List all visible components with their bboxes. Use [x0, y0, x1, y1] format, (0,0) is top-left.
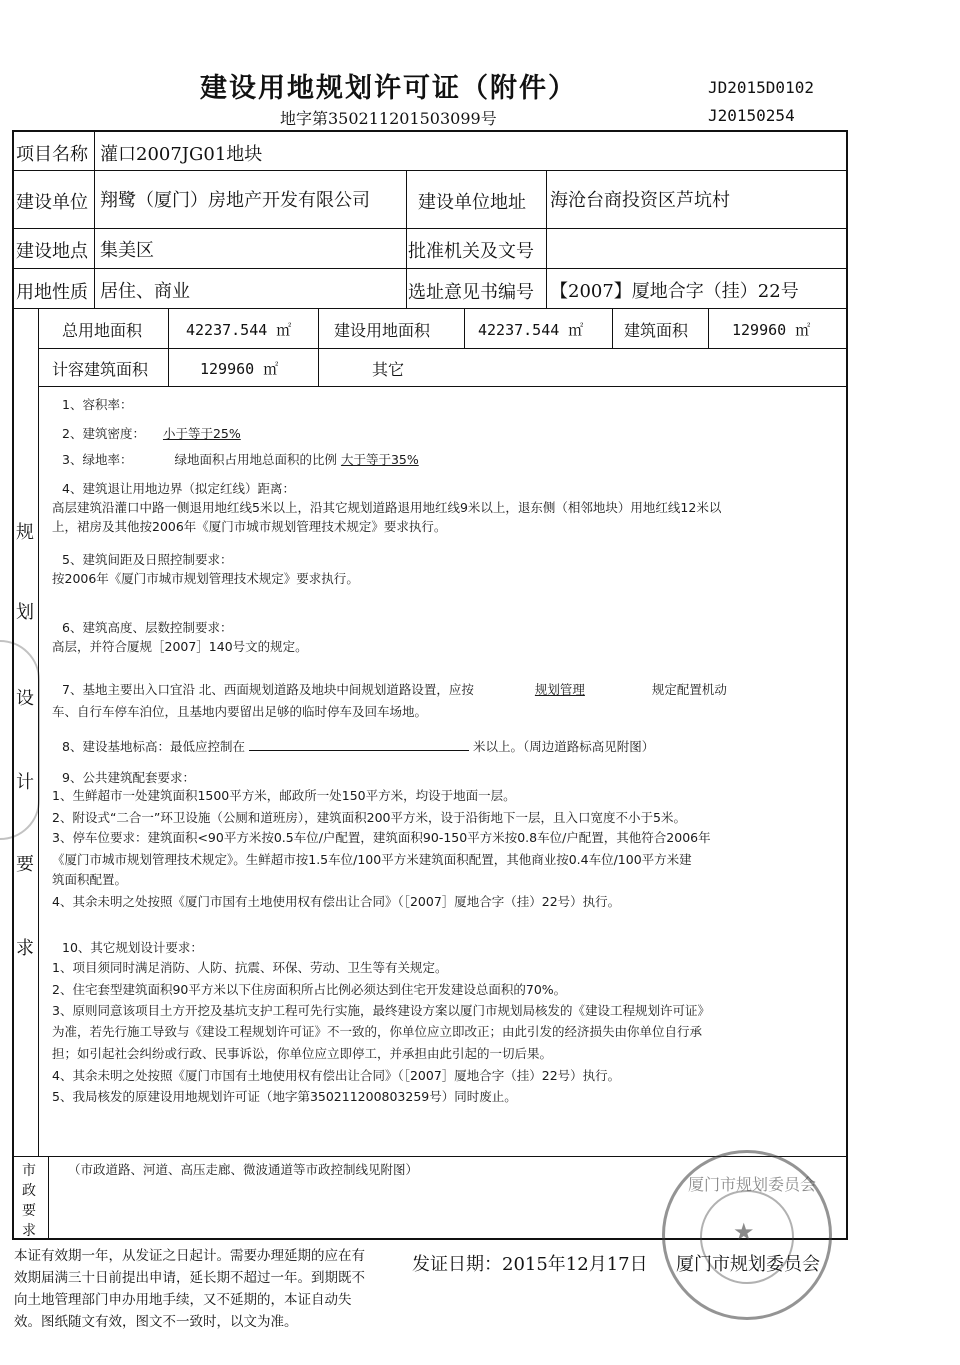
- side-label-char: 求: [16, 938, 34, 959]
- selection-value: 【2007】厦地合字（挂）22号: [550, 281, 799, 302]
- col-divider: [318, 308, 319, 386]
- issue-date: 发证日期：2015年12月17日: [412, 1254, 648, 1275]
- municipal-label-char: 要: [22, 1203, 36, 1219]
- req-9-line: 2、附设式“二合一”环卫设施（公厕和道班房），建筑面积200平方米，设于沿街地下一层，且入口宽度不小于5米。: [52, 810, 686, 825]
- req-3-value: 大于等于35%: [340, 452, 419, 467]
- req-7-fill: 规划管理: [534, 682, 585, 697]
- far-area-value: 129960 ㎡: [200, 360, 279, 378]
- col-divider: [168, 308, 169, 386]
- side-label-char: 计: [16, 772, 34, 793]
- municipal-label-char: 市: [22, 1163, 36, 1179]
- validity-note-line: 本证有效期一年，从发证之日起计。需要办理延期的应在有: [14, 1248, 365, 1264]
- req-3-prefix: 3、绿地率：: [62, 452, 133, 467]
- req-9-line: 1、生鲜超市一处建筑面积1500平方米，邮政所一处150平方米，均设于地面一层。: [52, 788, 516, 803]
- row-divider: [12, 228, 848, 229]
- floor-area-value: 129960 ㎡: [732, 321, 811, 339]
- req-4-title: 4、建筑退让用地边界（拟定红线）距离：: [62, 481, 295, 496]
- req-10-line: 4、其余未明之处按照《厦门市国有土地使用权有偿出让合同》（［2007］厦地合字（挂）22号）执行。: [52, 1068, 621, 1083]
- req-6-title: 6、建筑高度、层数控制要求：: [62, 620, 233, 635]
- req-7-line: 车、自行车停车泊位，且基地内要留出足够的临时停车及回车场地。: [52, 704, 428, 719]
- total-area-value: 42237.544 ㎡: [186, 321, 292, 339]
- col-divider: [94, 130, 95, 308]
- req-4-line: 高层建筑沿灌口中路一侧退用地红线5米以上，沿其它规划道路退用地红线9米以上，退东侧（相邻地块）用地红线12米以: [52, 500, 722, 515]
- req-2-prefix: 2、建筑密度：: [62, 426, 145, 441]
- total-area-label: 总用地面积: [62, 321, 143, 340]
- req-10-line: 3、原则同意该项目土方开挖及基坑支护工程可先行实施，最终建设方案以厦门市规划局核发的《建设工程规划许可证》: [52, 1003, 710, 1018]
- req-8-blank: [249, 736, 469, 751]
- req-2: [62, 424, 241, 443]
- side-label-char: 规: [16, 522, 34, 543]
- site-label: 建设地点: [16, 241, 88, 262]
- req-9-line: 4、其余未明之处按照《厦门市国有土地使用权有偿出让合同》（［2007］厦地合字（挂）22号）执行。: [52, 894, 621, 909]
- selection-label: 选址意见书编号: [408, 282, 534, 303]
- req-9-line: 筑面积配置。: [52, 872, 128, 887]
- req-6-line: 高层，并符合厦规［2007］140号文的规定。: [52, 639, 308, 654]
- req-3-mid: 绿地面积占用地总面积的比例: [174, 452, 337, 467]
- validity-note-line: 效。图纸随文有效，图文不一致时，以文为准。: [14, 1314, 298, 1330]
- validity-note: [14, 1245, 404, 1333]
- req-9-title: 9、公共建筑配套要求：: [62, 770, 195, 785]
- req-1: 1、容积率：: [62, 397, 133, 412]
- row-divider: [12, 170, 848, 171]
- build-land-area-label: 建设用地面积: [334, 321, 431, 340]
- req-8-suffix: 米以上。（周边道路标高见附图）: [472, 739, 655, 754]
- col-divider: [48, 1156, 49, 1240]
- document-title: 建设用地规划许可证（附件）: [200, 73, 577, 104]
- req-7-prefix: 7、基地主要出入口宜沿 北、西面规划道路及地块中间规划道路设置，应按: [62, 682, 474, 697]
- req-9-line: 《厦门市城市规划管理技术规定》。生鲜超市按1.5车位/100平方米建筑面积配置，其他商业按0.4车位/100平方米建: [52, 852, 692, 867]
- col-divider: [38, 308, 39, 1156]
- req-10-line: 2、住宅套型建筑面积90平方米以下住房面积所占比例必须达到住宅开发建设总面积的70%。: [52, 982, 567, 997]
- side-label-char: 设: [16, 688, 34, 709]
- req-8-prefix: 8、建设基地标高：最低应控制在: [62, 739, 245, 754]
- req-10-title: 10、其它规划设计要求：: [62, 940, 203, 955]
- req-8: [62, 736, 654, 756]
- side-label-char: 划: [16, 602, 34, 623]
- other-label: 其它: [372, 360, 405, 379]
- approval-label: 批准机关及文号: [408, 241, 534, 262]
- side-label-char: 要: [16, 854, 34, 875]
- col-divider: [464, 308, 465, 348]
- req-10-line: 担；如引起社会纠纷或行政、民事诉讼，你单位应立即停工，并承担由此引起的一切后果。: [52, 1046, 553, 1061]
- row-divider: [38, 386, 848, 387]
- permit-number: 地字第350211201503099号: [280, 109, 497, 128]
- req-4-line: 上，裙房及其他按2006年《厦门市城市规划管理技术规定》要求执行。: [52, 519, 447, 534]
- issuing-authority: 厦门市规划委员会: [676, 1254, 820, 1275]
- req-3: [62, 450, 419, 469]
- official-seal-text: 厦门市规划委员会: [687, 1175, 816, 1194]
- far-area-label: 计容建筑面积: [52, 360, 149, 379]
- municipal-text: （市政道路、河道、高压走廊、微波通道等市政控制线见附图）: [68, 1162, 419, 1177]
- req-5-title: 5、建筑间距及日照控制要求：: [62, 552, 233, 567]
- municipal-label-char: 求: [22, 1223, 36, 1239]
- build-land-area-value: 42237.544 ㎡: [478, 321, 584, 339]
- req-9-line: 3、停车位要求：建筑面积<90平方米按0.5车位/户配置，建筑面积90-150平方米按0.8车位/户配置，其他符合2006年: [52, 830, 711, 845]
- validity-note-line: 效期届满三十日前提出申请，延长期不超过一年。到期既不: [14, 1270, 365, 1286]
- land-use-label: 用地性质: [16, 282, 88, 303]
- row-divider: [12, 308, 848, 309]
- builder-value: 翔鹭（厦门）房地产开发有限公司: [100, 190, 370, 211]
- land-use-value: 居住、商业: [100, 281, 190, 302]
- req-5-line: 按2006年《厦门市城市规划管理技术规定》要求执行。: [52, 571, 359, 586]
- doc-code-1: JD2015D0102: [708, 78, 814, 97]
- validity-note-line: 向土地管理部门申办用地手续，又不延期的，本证自动失: [14, 1292, 352, 1308]
- col-divider: [406, 170, 407, 308]
- builder-label: 建设单位: [16, 192, 88, 213]
- row-divider: [12, 268, 848, 269]
- project-name-value: 灌口2007JG01地块: [100, 144, 263, 165]
- col-divider: [612, 308, 613, 348]
- req-7: [62, 680, 727, 699]
- req-10-line: 5、我局核发的原建设用地规划许可证（地字第350211200803259号）同时废止。: [52, 1089, 517, 1104]
- builder-address-value: 海沧台商投资区芦坑村: [550, 190, 730, 211]
- col-divider: [546, 170, 547, 308]
- star-icon: ★: [733, 1218, 755, 1246]
- builder-address-label: 建设单位地址: [418, 192, 526, 213]
- project-name-label: 项目名称: [16, 144, 88, 165]
- req-10-line: 1、项目须同时满足消防、人防、抗震、环保、劳动、卫生等有关规定。: [52, 960, 448, 975]
- req-10-line: 为准，若先行施工导致与《建设工程规划许可证》不一致的，你单位应立即改正；由此引发的经济损失由你单位自行承: [52, 1024, 703, 1039]
- doc-code-2: J20150254: [708, 106, 795, 125]
- municipal-label-char: 政: [22, 1183, 36, 1199]
- col-divider: [708, 308, 709, 348]
- req-2-value: 小于等于25%: [162, 426, 241, 441]
- floor-area-label: 建筑面积: [624, 321, 689, 340]
- site-value: 集美区: [100, 240, 154, 261]
- row-divider: [38, 348, 848, 349]
- req-7-suffix: 规定配置机动: [651, 682, 727, 697]
